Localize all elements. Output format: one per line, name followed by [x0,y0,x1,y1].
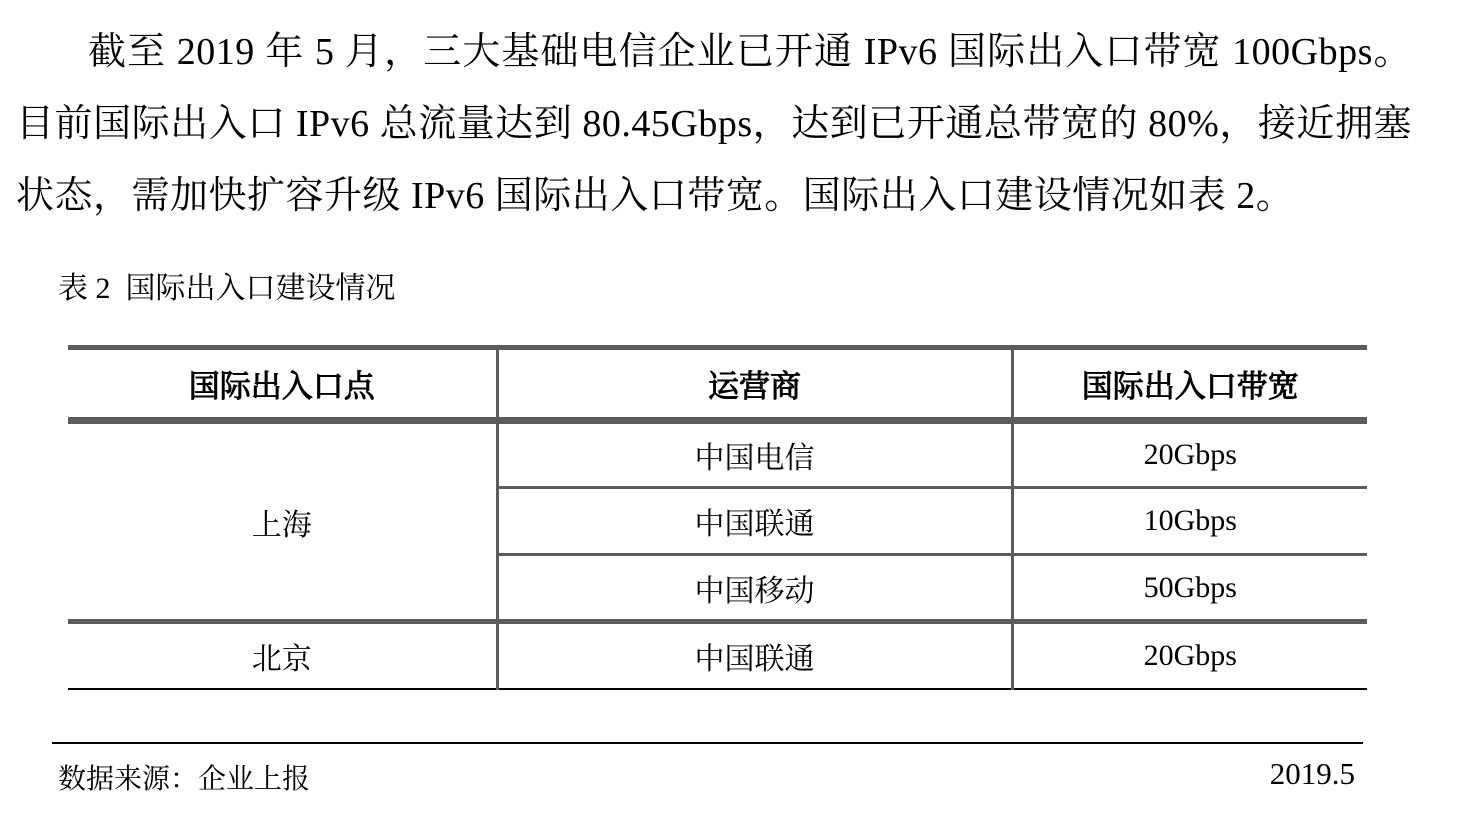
cell-operator: 中国移动 [497,555,1012,622]
table-caption: 表 2 国际出入口建设情况 [58,272,396,305]
body-paragraph: 截至 2019 年 5 月，三大基础电信企业已开通 IPv6 国际出入口带宽 100Gbps。目前国际出入口 IPv6 总流量达到 80.45Gbps，达到已开通总带宽的 80%，接近拥塞状态，需加快扩容升级 IPv6 国际出入口带宽。国际出入口建设情况如表 2。 [16,31,1412,217]
cell-location-beijing: 北京 [68,622,497,689]
international-gateway-table [68,345,1367,690]
cell-operator: 中国联通 [497,488,1012,555]
cell-bandwidth: 20Gbps [1012,421,1367,488]
cell-bandwidth: 50Gbps [1012,555,1367,622]
cell-bandwidth: 10Gbps [1012,488,1367,555]
cell-location-shanghai: 上海 [68,421,497,622]
cell-operator: 中国电信 [497,421,1012,488]
table-row [68,421,1367,488]
report-date: 2019.5 [1269,756,1355,791]
table-header-row [68,348,1367,421]
col-header-operator: 运营商 [497,348,1012,421]
footer-divider [52,742,1363,744]
cell-bandwidth: 20Gbps [1012,622,1367,689]
col-header-bandwidth: 国际出入口带宽 [1012,348,1367,421]
col-header-gateway-point: 国际出入口点 [68,348,497,421]
cell-operator: 中国联通 [497,622,1012,689]
table-row [68,622,1367,689]
data-source-note: 数据来源：企业上报 [58,763,311,794]
